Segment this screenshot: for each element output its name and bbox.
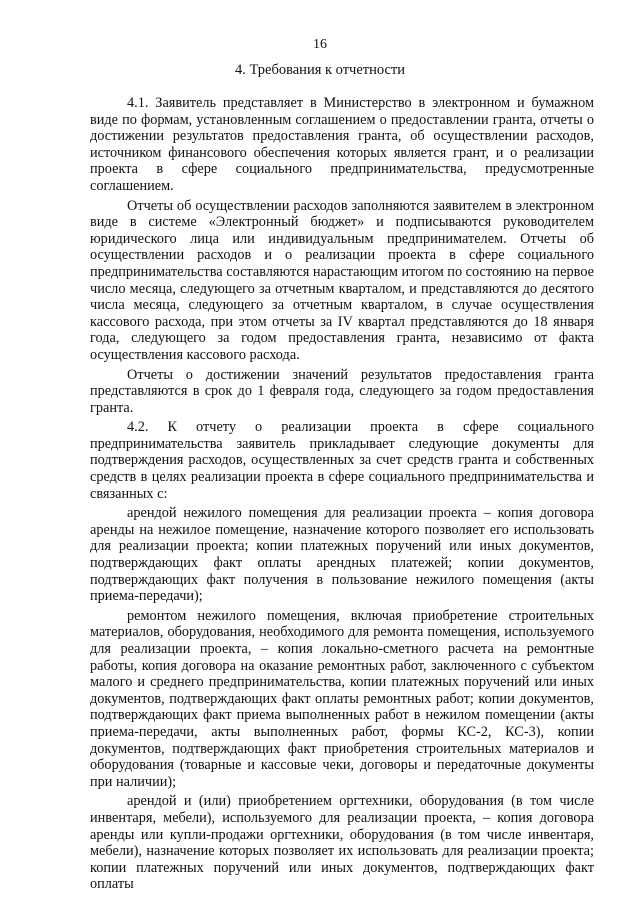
paragraph-repair-premises: ремонтом нежилого помещения, включая приобретение строительных материалов, оборудования, необходимого для ремонта помещения, используемого для реализации проекта, – копия локально-сметного расчета на ремонтные работы, копия договора на оказание ремонтных работ, заключенного с субъектом малого и среднего предпринимательства, копии платежных поручений или иных документов, подтверждающих факт оплаты ремонтных работ; копии документов, подтверждающих факт приема выполненных работ в нежилом помещении (акты приема-передачи, акты выполненных работ, формы КС-2, КС-3), копии документов, подтверждающих факт приобретения строительных материалов и оборудования (товарные и кассовые чеки, договоры и передаточные документы при наличии); — [90, 607, 594, 790]
paragraph-expense-reports: Отчеты об осуществлении расходов заполняются заявителем в электронном виде в системе «Электронный бюджет» и подписываются руководителем юридического лица или индивидуальным предпринимателем. Отчеты об осуществлении расходов и о реализации проекта в сфере социального предпринимательства составляются нарастающим итогом по состоянию на первое число месяца, следующего за отчетным кварталом, и представляются до десятого числа месяца, следующего за отчетным кварталом, в случае осуществления кассового расхода, при этом отчеты за IV квартал представляются до 18 января года, следующего за годом предоставления гранта, независимо от факта осуществления кассового расхода. — [90, 197, 594, 363]
paragraph-4-2: 4.2. К отчету о реализации проекта в сфере социального предпринимательства заявитель прикладывает следующие документы для подтверждения расходов, осуществленных за счет средств гранта и собственных средств в целях реализации проекта в сфере социального предпринимательства и связанных с: — [90, 419, 594, 502]
paragraph-4-1: 4.1. Заявитель представляет в Министерство в электронном и бумажном виде по формам, установленным соглашением о предоставлении гранта, отчеты о достижении результатов предоставления гранта, об осуществлении расходов, источником финансового обеспечения которых является грант, и о реализации проекта в сфере социального предпринимательства, предусмотренные соглашением. — [90, 95, 594, 194]
paragraph-office-equipment: арендой и (или) приобретением оргтехники, оборудования (в том числе инвентаря, мебели), используемого для реализации проекта, – копия договора аренды или купли-продажи оргтехники, оборудования (в том числе инвентаря, мебели), назначение которых позволяет их использовать для реализации проекта; копии платежных поручений или иных документов, подтверждающих факт оплаты — [90, 793, 594, 893]
section-title: 4. Требования к отчетности — [234, 62, 406, 78]
paragraph-rent-premises: арендой нежилого помещения для реализации проекта – копия договора аренды на нежилое помещение, назначение которого позволяет его использовать для реализации проекта; копии платежных поручений или иных документов, подтверждающих факт оплаты арендных платежей; копии документов, подтверждающих факт получения в пользование нежилого помещения (акты приема-передачи); — [90, 505, 594, 605]
paragraph-results-reports: Отчеты о достижении значений результатов предоставления гранта представляются в срок до 1 февраля года, следующего за годом предоставления гранта. — [90, 366, 594, 416]
page-number: 16 — [313, 37, 327, 52]
body-text — [90, 95, 594, 896]
